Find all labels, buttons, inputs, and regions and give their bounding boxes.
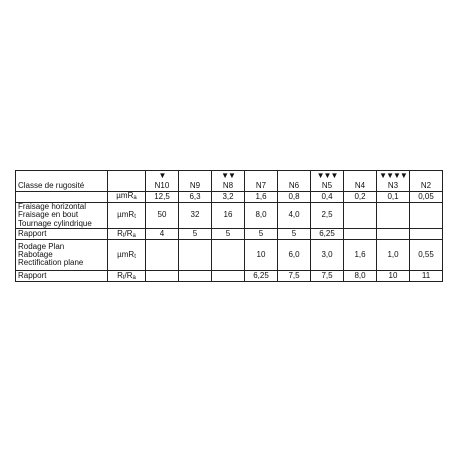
rt-value: 1,6 — [344, 240, 377, 271]
symbol-cell — [344, 171, 377, 181]
ra-value: 12,5 — [146, 192, 179, 203]
class-unit-blank — [108, 181, 146, 192]
ra-value: 6,3 — [179, 192, 212, 203]
rt-value: 10 — [245, 240, 278, 271]
machining-symbol-icon — [346, 171, 374, 180]
rt-value: 6,0 — [278, 240, 311, 271]
class-cell: N9 — [179, 181, 212, 192]
machining-symbol-icon: ▼▼ — [221, 171, 235, 181]
ratio-value: 5 — [212, 229, 245, 240]
process-group-1 — [16, 203, 108, 229]
machining-symbol-icon — [247, 171, 275, 180]
rt-value: 1,0 — [377, 240, 410, 271]
class-cell: N10 — [146, 181, 179, 192]
ra-row-label — [16, 192, 108, 203]
rt-value — [146, 240, 179, 271]
rt-value — [410, 203, 443, 229]
roughness-table — [15, 170, 443, 282]
process-name: Fraisage en bout — [18, 210, 79, 220]
class-cell: N4 — [344, 181, 377, 192]
ratio-value — [146, 271, 179, 282]
machining-symbol-icon: ▼▼▼▼ — [379, 171, 407, 181]
symbol-cell — [179, 171, 212, 181]
ratio-unit: Rt/Ra — [108, 271, 146, 282]
ratio-label: Rapport — [16, 229, 108, 240]
rt-value: 50 — [146, 203, 179, 229]
rt-value — [212, 240, 245, 271]
ra-value: 0,4 — [311, 192, 344, 203]
ra-value: 3,2 — [212, 192, 245, 203]
class-header-spacer — [16, 171, 108, 181]
ratio-value: 6,25 — [311, 229, 344, 240]
symbol-cell — [212, 171, 245, 181]
process-name: Rectification plane — [18, 258, 84, 268]
ratio-value — [410, 229, 443, 240]
rt-value — [344, 203, 377, 229]
ratio-value: 7,5 — [311, 271, 344, 282]
rt-value: 8,0 — [245, 203, 278, 229]
process-name: Rabotage — [18, 249, 53, 259]
class-cell: N8 — [212, 181, 245, 192]
rt-unit: µmRt — [108, 240, 146, 271]
ra-value: 0,2 — [344, 192, 377, 203]
process-name: Fraisage horizontal — [18, 202, 87, 211]
ra-value: 1,6 — [245, 192, 278, 203]
ratio-value: 8,0 — [344, 271, 377, 282]
ratio-value: 5 — [179, 229, 212, 240]
rt-value: 3,0 — [311, 240, 344, 271]
machining-symbol-icon — [412, 171, 440, 180]
ratio-value — [344, 229, 377, 240]
ratio-value: 10 — [377, 271, 410, 282]
ratio-value: 5 — [278, 229, 311, 240]
symbol-cell — [278, 171, 311, 181]
rt-value: 32 — [179, 203, 212, 229]
symbol-cell — [311, 171, 344, 181]
class-cell: N7 — [245, 181, 278, 192]
ratio-value: 5 — [245, 229, 278, 240]
process-name: Tournage cylindrique — [18, 218, 92, 228]
class-cell: N2 — [410, 181, 443, 192]
machining-symbol-icon — [181, 171, 209, 180]
class-cell: N5 — [311, 181, 344, 192]
ratio-value: 4 — [146, 229, 179, 240]
ratio-value — [377, 229, 410, 240]
rt-value: 0,55 — [410, 240, 443, 271]
symbol-cell — [410, 171, 443, 181]
ratio-unit: Rt/Ra — [108, 229, 146, 240]
ratio-value: 7,5 — [278, 271, 311, 282]
ra-value: 0,05 — [410, 192, 443, 203]
rt-value — [179, 240, 212, 271]
rt-value: 16 — [212, 203, 245, 229]
ratio-value: 6,25 — [245, 271, 278, 282]
ratio-value — [212, 271, 245, 282]
unit-header-spacer — [108, 171, 146, 181]
rt-value — [377, 203, 410, 229]
ra-value: 0,1 — [377, 192, 410, 203]
symbol-cell — [146, 171, 179, 181]
symbol-cell — [377, 171, 410, 181]
machining-symbol-icon: ▼ — [158, 171, 166, 181]
class-label: Classe de rugosité — [16, 181, 108, 192]
process-name: Rodage Plan — [18, 241, 65, 251]
ra-value: 0,8 — [278, 192, 311, 203]
ratio-value: 11 — [410, 271, 443, 282]
machining-symbol-icon — [280, 171, 308, 180]
class-cell: N6 — [278, 181, 311, 192]
rt-value: 4,0 — [278, 203, 311, 229]
rt-unit: µmRt — [108, 203, 146, 229]
ratio-value — [179, 271, 212, 282]
machining-symbol-icon: ▼▼▼ — [316, 171, 338, 181]
class-cell: N3 — [377, 181, 410, 192]
symbol-cell — [245, 171, 278, 181]
process-group-2 — [16, 240, 108, 271]
ra-unit: µmRa — [108, 192, 146, 203]
ratio-label: Rapport — [16, 271, 108, 282]
rt-value: 2,5 — [311, 203, 344, 229]
